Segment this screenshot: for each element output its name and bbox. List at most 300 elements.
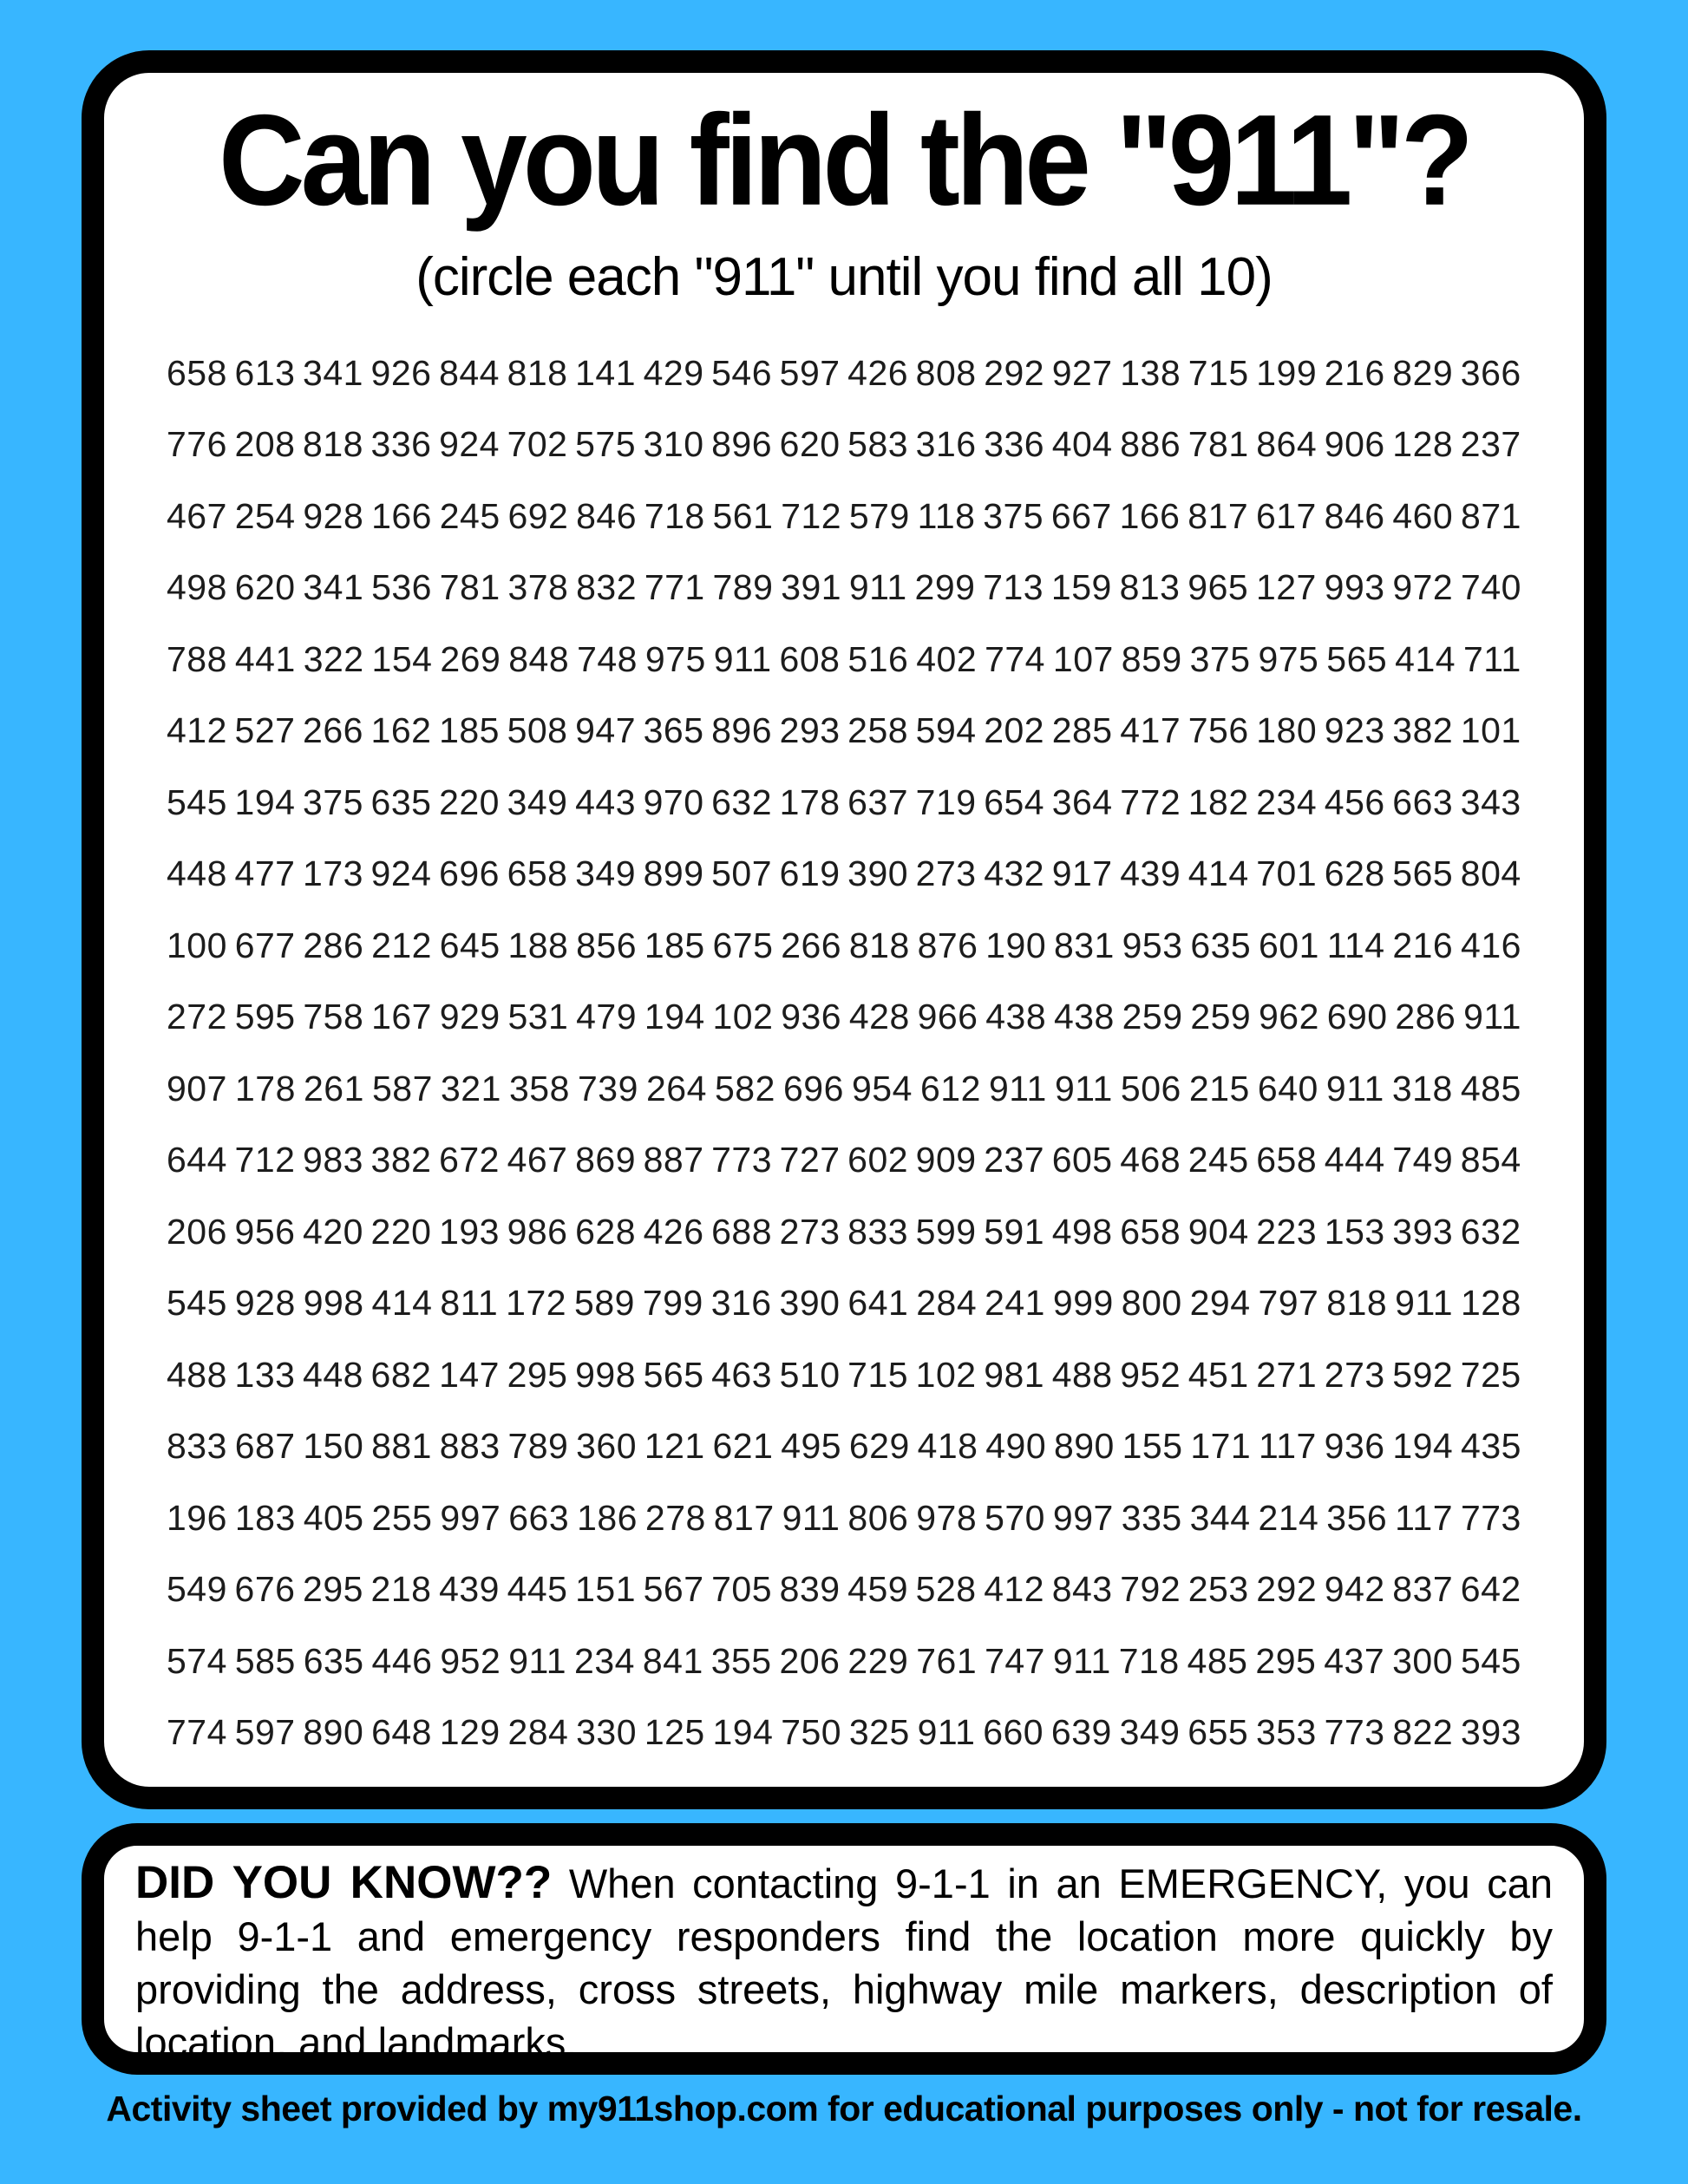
grid-number[interactable]: 102	[712, 997, 774, 1037]
grid-number[interactable]: 229	[847, 1640, 909, 1681]
grid-number[interactable]: 426	[847, 352, 909, 393]
grid-number[interactable]: 220	[439, 781, 500, 822]
grid-number[interactable]: 439	[1120, 853, 1181, 894]
grid-number[interactable]: 322	[303, 638, 364, 679]
grid-number[interactable]: 660	[983, 1712, 1044, 1753]
grid-number[interactable]: 774	[167, 1712, 227, 1753]
grid-number[interactable]: 271	[1256, 1354, 1318, 1395]
grid-number[interactable]: 439	[439, 1569, 500, 1610]
grid-number[interactable]: 366	[1460, 352, 1521, 393]
grid-number[interactable]: 929	[439, 997, 501, 1037]
target-number-911[interactable]: 911	[782, 1497, 841, 1538]
grid-number[interactable]: 516	[847, 638, 909, 679]
grid-number[interactable]: 310	[643, 424, 704, 465]
grid-number[interactable]: 612	[920, 1068, 981, 1108]
grid-number[interactable]: 266	[781, 925, 842, 965]
grid-number[interactable]: 215	[1188, 1068, 1250, 1108]
grid-number[interactable]: 637	[847, 781, 909, 822]
grid-number[interactable]: 133	[234, 1354, 296, 1395]
grid-number[interactable]: 278	[644, 1497, 706, 1538]
grid-number[interactable]: 355	[710, 1640, 772, 1681]
grid-number[interactable]: 194	[644, 997, 705, 1037]
grid-number[interactable]: 420	[303, 1211, 363, 1252]
grid-number[interactable]: 438	[1053, 997, 1115, 1037]
target-number-911[interactable]: 911	[1052, 1640, 1111, 1681]
grid-number[interactable]: 813	[1119, 567, 1181, 608]
grid-number[interactable]: 806	[847, 1497, 909, 1538]
grid-number[interactable]: 672	[439, 1140, 500, 1180]
target-number-911[interactable]: 911	[1325, 1068, 1384, 1108]
grid-number[interactable]: 448	[303, 1354, 363, 1395]
grid-number[interactable]: 725	[1460, 1354, 1521, 1395]
grid-number[interactable]: 365	[643, 710, 704, 751]
grid-number[interactable]: 864	[1256, 424, 1318, 465]
grid-number[interactable]: 822	[1392, 1712, 1454, 1753]
grid-number[interactable]: 468	[1120, 1140, 1181, 1180]
grid-number[interactable]: 245	[1187, 1140, 1249, 1180]
grid-number[interactable]: 545	[167, 781, 227, 822]
grid-number[interactable]: 147	[439, 1354, 500, 1395]
grid-number[interactable]: 613	[234, 352, 296, 393]
grid-number[interactable]: 393	[1461, 1712, 1521, 1753]
grid-number[interactable]: 975	[644, 638, 706, 679]
grid-number[interactable]: 285	[1051, 710, 1113, 751]
grid-number[interactable]: 848	[508, 638, 570, 679]
grid-number[interactable]: 344	[1189, 1497, 1251, 1538]
grid-number[interactable]: 740	[1461, 567, 1521, 608]
grid-number[interactable]: 629	[848, 1426, 910, 1467]
grid-number[interactable]: 620	[779, 424, 841, 465]
grid-number[interactable]: 942	[1324, 1569, 1385, 1610]
grid-number[interactable]: 981	[984, 1354, 1045, 1395]
grid-number[interactable]: 185	[439, 710, 500, 751]
grid-number[interactable]: 414	[1187, 853, 1249, 894]
grid-number[interactable]: 859	[1121, 638, 1182, 679]
grid-number[interactable]: 151	[575, 1569, 637, 1610]
grid-number[interactable]: 456	[1324, 781, 1385, 822]
grid-number[interactable]: 711	[1462, 638, 1521, 679]
grid-number[interactable]: 739	[578, 1068, 638, 1108]
grid-number[interactable]: 218	[370, 1569, 432, 1610]
grid-number[interactable]: 273	[779, 1211, 841, 1252]
grid-number[interactable]: 702	[507, 424, 568, 465]
grid-number[interactable]: 776	[167, 424, 227, 465]
grid-number[interactable]: 570	[985, 1497, 1045, 1538]
grid-number[interactable]: 234	[1256, 781, 1318, 822]
grid-number[interactable]: 602	[847, 1140, 909, 1180]
grid-number[interactable]: 952	[1120, 1354, 1181, 1395]
grid-number[interactable]: 983	[303, 1140, 363, 1180]
grid-number[interactable]: 881	[371, 1426, 432, 1467]
grid-number[interactable]: 565	[1392, 853, 1454, 894]
grid-number[interactable]: 336	[984, 424, 1045, 465]
grid-number[interactable]: 173	[303, 853, 363, 894]
grid-number[interactable]: 605	[1051, 1140, 1113, 1180]
grid-number[interactable]: 477	[234, 853, 296, 894]
target-number-911[interactable]: 911	[1395, 1283, 1454, 1324]
grid-number[interactable]: 178	[235, 1068, 296, 1108]
grid-number[interactable]: 648	[371, 1712, 432, 1753]
grid-number[interactable]: 292	[1256, 1569, 1318, 1610]
grid-number[interactable]: 412	[167, 710, 227, 751]
grid-number[interactable]: 325	[848, 1712, 910, 1753]
grid-number[interactable]: 712	[781, 495, 842, 536]
grid-number[interactable]: 180	[1256, 710, 1318, 751]
grid-number[interactable]: 818	[303, 424, 363, 465]
grid-number[interactable]: 597	[779, 352, 841, 393]
grid-number[interactable]: 701	[1256, 853, 1318, 894]
grid-number[interactable]: 127	[1255, 567, 1317, 608]
grid-number[interactable]: 832	[576, 567, 638, 608]
grid-number[interactable]: 253	[1187, 1569, 1249, 1610]
grid-number[interactable]: 896	[711, 710, 773, 751]
grid-number[interactable]: 998	[303, 1283, 364, 1324]
grid-number[interactable]: 589	[574, 1283, 635, 1324]
grid-number[interactable]: 202	[984, 710, 1045, 751]
grid-number[interactable]: 999	[1052, 1283, 1114, 1324]
grid-number[interactable]: 956	[234, 1211, 296, 1252]
grid-number[interactable]: 485	[1187, 1640, 1248, 1681]
grid-number[interactable]: 800	[1121, 1283, 1182, 1324]
grid-number[interactable]: 437	[1324, 1640, 1385, 1681]
grid-number[interactable]: 206	[779, 1640, 841, 1681]
grid-number[interactable]: 193	[439, 1211, 500, 1252]
grid-number[interactable]: 356	[1326, 1497, 1388, 1538]
grid-number[interactable]: 869	[575, 1140, 637, 1180]
grid-number[interactable]: 718	[1118, 1640, 1180, 1681]
grid-number[interactable]: 531	[507, 997, 569, 1037]
grid-number[interactable]: 818	[507, 352, 568, 393]
grid-number[interactable]: 917	[1051, 853, 1113, 894]
grid-number[interactable]: 621	[712, 1426, 774, 1467]
grid-number[interactable]: 715	[1187, 352, 1249, 393]
grid-number[interactable]: 592	[1392, 1354, 1454, 1395]
grid-number[interactable]: 172	[506, 1283, 567, 1324]
grid-number[interactable]: 284	[916, 1283, 978, 1324]
grid-number[interactable]: 797	[1258, 1283, 1319, 1324]
grid-number[interactable]: 817	[713, 1497, 775, 1538]
grid-number[interactable]: 414	[1395, 638, 1456, 679]
grid-number[interactable]: 771	[644, 567, 705, 608]
grid-number[interactable]: 341	[303, 567, 364, 608]
grid-number[interactable]: 658	[1256, 1140, 1318, 1180]
grid-number[interactable]: 166	[371, 495, 432, 536]
grid-number[interactable]: 129	[439, 1712, 501, 1753]
grid-number[interactable]: 155	[1122, 1426, 1183, 1467]
grid-number[interactable]: 117	[1395, 1497, 1454, 1538]
grid-number[interactable]: 391	[781, 567, 842, 608]
grid-number[interactable]: 390	[847, 853, 909, 894]
grid-number[interactable]: 545	[1460, 1640, 1521, 1681]
grid-number[interactable]: 402	[916, 638, 978, 679]
grid-number[interactable]: 194	[712, 1712, 774, 1753]
grid-number[interactable]: 928	[303, 495, 364, 536]
grid-number[interactable]: 756	[1187, 710, 1249, 751]
grid-number[interactable]: 507	[711, 853, 773, 894]
grid-number[interactable]: 390	[779, 1283, 841, 1324]
grid-number[interactable]: 890	[303, 1712, 364, 1753]
grid-number[interactable]: 416	[1461, 925, 1521, 965]
grid-number[interactable]: 906	[1324, 424, 1385, 465]
grid-number[interactable]: 655	[1187, 1712, 1249, 1753]
grid-number[interactable]: 190	[985, 925, 1047, 965]
grid-number[interactable]: 128	[1460, 1283, 1521, 1324]
grid-number[interactable]: 178	[779, 781, 841, 822]
grid-number[interactable]: 839	[779, 1569, 841, 1610]
grid-number[interactable]: 528	[915, 1569, 977, 1610]
grid-number[interactable]: 360	[576, 1426, 638, 1467]
grid-number[interactable]: 467	[507, 1140, 568, 1180]
grid-number[interactable]: 459	[847, 1569, 909, 1610]
grid-number[interactable]: 966	[917, 997, 978, 1037]
grid-number[interactable]: 404	[1051, 424, 1113, 465]
grid-number[interactable]: 574	[167, 1640, 227, 1681]
grid-number[interactable]: 299	[914, 567, 976, 608]
grid-number[interactable]: 713	[983, 567, 1044, 608]
grid-number[interactable]: 375	[303, 781, 363, 822]
grid-number[interactable]: 241	[985, 1283, 1045, 1324]
grid-number[interactable]: 208	[234, 424, 296, 465]
grid-number[interactable]: 876	[917, 925, 978, 965]
grid-number[interactable]: 645	[439, 925, 501, 965]
grid-number[interactable]: 182	[1187, 781, 1249, 822]
grid-number[interactable]: 658	[167, 352, 227, 393]
grid-number[interactable]: 635	[1190, 925, 1252, 965]
grid-number[interactable]: 808	[915, 352, 977, 393]
grid-number[interactable]: 114	[1326, 925, 1385, 965]
target-number-911[interactable]: 911	[1463, 997, 1521, 1037]
grid-number[interactable]: 375	[983, 495, 1044, 536]
grid-number[interactable]: 907	[167, 1068, 227, 1108]
grid-number[interactable]: 663	[1392, 781, 1454, 822]
grid-number[interactable]: 890	[1053, 1426, 1115, 1467]
grid-number[interactable]: 138	[1120, 352, 1181, 393]
grid-number[interactable]: 545	[167, 1283, 227, 1324]
grid-number[interactable]: 316	[915, 424, 977, 465]
grid-number[interactable]: 947	[575, 710, 637, 751]
grid-number[interactable]: 212	[371, 925, 432, 965]
grid-number[interactable]: 498	[167, 567, 227, 608]
grid-number[interactable]: 831	[1053, 925, 1115, 965]
grid-number[interactable]: 628	[575, 1211, 637, 1252]
grid-number[interactable]: 294	[1189, 1283, 1251, 1324]
grid-number[interactable]: 719	[915, 781, 977, 822]
grid-number[interactable]: 883	[439, 1426, 501, 1467]
grid-number[interactable]: 272	[167, 997, 227, 1037]
grid-number[interactable]: 382	[1392, 710, 1454, 751]
grid-number[interactable]: 712	[234, 1140, 296, 1180]
grid-number[interactable]: 928	[234, 1283, 296, 1324]
grid-number[interactable]: 349	[507, 781, 568, 822]
grid-number[interactable]: 549	[167, 1569, 227, 1610]
grid-number[interactable]: 628	[1324, 853, 1385, 894]
grid-number[interactable]: 688	[711, 1211, 773, 1252]
grid-number[interactable]: 635	[303, 1640, 364, 1681]
grid-number[interactable]: 844	[439, 352, 500, 393]
grid-number[interactable]: 773	[1324, 1712, 1385, 1753]
grid-number[interactable]: 295	[1255, 1640, 1317, 1681]
grid-number[interactable]: 159	[1050, 567, 1112, 608]
grid-number[interactable]: 166	[1119, 495, 1181, 536]
grid-number[interactable]: 498	[1051, 1211, 1113, 1252]
grid-number[interactable]: 245	[439, 495, 501, 536]
grid-number[interactable]: 259	[1122, 997, 1183, 1037]
grid-number[interactable]: 335	[1121, 1497, 1182, 1538]
grid-number[interactable]: 428	[848, 997, 910, 1037]
grid-number[interactable]: 565	[1326, 638, 1388, 679]
grid-number[interactable]: 349	[1119, 1712, 1181, 1753]
grid-number[interactable]: 100	[167, 925, 227, 965]
grid-number[interactable]: 789	[507, 1426, 569, 1467]
grid-number[interactable]: 837	[1392, 1569, 1454, 1610]
grid-number[interactable]: 924	[370, 853, 432, 894]
grid-number[interactable]: 601	[1259, 925, 1319, 965]
grid-number[interactable]: 632	[711, 781, 773, 822]
grid-number[interactable]: 167	[371, 997, 432, 1037]
grid-number[interactable]: 620	[234, 567, 296, 608]
grid-number[interactable]: 567	[643, 1569, 704, 1610]
grid-number[interactable]: 774	[985, 638, 1045, 679]
grid-number[interactable]: 677	[234, 925, 296, 965]
grid-number[interactable]: 619	[779, 853, 841, 894]
grid-number[interactable]: 970	[643, 781, 704, 822]
grid-number[interactable]: 748	[577, 638, 638, 679]
grid-number[interactable]: 154	[371, 638, 433, 679]
grid-number[interactable]: 658	[507, 853, 568, 894]
grid-number[interactable]: 101	[1460, 710, 1521, 751]
target-number-911[interactable]: 911	[848, 567, 907, 608]
grid-number[interactable]: 641	[847, 1283, 909, 1324]
grid-number[interactable]: 214	[1258, 1497, 1319, 1538]
grid-number[interactable]: 924	[439, 424, 500, 465]
grid-number[interactable]: 587	[372, 1068, 433, 1108]
grid-number[interactable]: 761	[916, 1640, 978, 1681]
grid-number[interactable]: 799	[642, 1283, 703, 1324]
grid-number[interactable]: 927	[1051, 352, 1113, 393]
grid-number[interactable]: 727	[779, 1140, 841, 1180]
grid-number[interactable]: 585	[234, 1640, 296, 1681]
grid-number[interactable]: 635	[370, 781, 432, 822]
grid-number[interactable]: 936	[1324, 1426, 1385, 1467]
grid-number[interactable]: 199	[1256, 352, 1318, 393]
grid-number[interactable]: 336	[370, 424, 432, 465]
grid-number[interactable]: 412	[984, 1569, 1045, 1610]
grid-number[interactable]: 107	[1052, 638, 1114, 679]
grid-number[interactable]: 747	[985, 1640, 1045, 1681]
grid-number[interactable]: 750	[781, 1712, 842, 1753]
grid-number[interactable]: 833	[847, 1211, 909, 1252]
grid-number[interactable]: 269	[440, 638, 501, 679]
grid-number[interactable]: 833	[167, 1426, 227, 1467]
grid-number[interactable]: 441	[234, 638, 296, 679]
grid-number[interactable]: 818	[1326, 1283, 1388, 1324]
grid-number[interactable]: 871	[1461, 495, 1521, 536]
grid-number[interactable]: 318	[1391, 1068, 1453, 1108]
grid-number[interactable]: 196	[167, 1497, 227, 1538]
grid-number[interactable]: 887	[643, 1140, 704, 1180]
grid-number[interactable]: 696	[783, 1068, 844, 1108]
grid-number[interactable]: 654	[984, 781, 1045, 822]
grid-number[interactable]: 445	[507, 1569, 568, 1610]
grid-number[interactable]: 237	[984, 1140, 1045, 1180]
grid-number[interactable]: 690	[1326, 997, 1388, 1037]
grid-number[interactable]: 952	[440, 1640, 501, 1681]
grid-number[interactable]: 479	[576, 997, 638, 1037]
grid-number[interactable]: 962	[1259, 997, 1319, 1037]
grid-number[interactable]: 953	[1122, 925, 1183, 965]
grid-number[interactable]: 909	[915, 1140, 977, 1180]
grid-number[interactable]: 273	[1324, 1354, 1385, 1395]
grid-number[interactable]: 286	[303, 925, 364, 965]
grid-number[interactable]: 997	[1052, 1497, 1114, 1538]
grid-number[interactable]: 488	[1051, 1354, 1113, 1395]
grid-number[interactable]: 259	[1190, 997, 1252, 1037]
grid-number[interactable]: 153	[1324, 1211, 1385, 1252]
grid-number[interactable]: 188	[507, 925, 569, 965]
target-number-911[interactable]: 911	[989, 1068, 1047, 1108]
grid-number[interactable]: 773	[1460, 1497, 1521, 1538]
grid-number[interactable]: 663	[508, 1497, 570, 1538]
grid-number[interactable]: 128	[1392, 424, 1454, 465]
grid-number[interactable]: 536	[371, 567, 432, 608]
grid-number[interactable]: 993	[1324, 567, 1385, 608]
grid-number[interactable]: 295	[507, 1354, 568, 1395]
grid-number[interactable]: 506	[1120, 1068, 1181, 1108]
grid-number[interactable]: 343	[1460, 781, 1521, 822]
grid-number[interactable]: 644	[167, 1140, 227, 1180]
grid-number[interactable]: 264	[646, 1068, 707, 1108]
grid-number[interactable]: 658	[1120, 1211, 1181, 1252]
grid-number[interactable]: 261	[304, 1068, 364, 1108]
grid-number[interactable]: 364	[1051, 781, 1113, 822]
grid-number[interactable]: 682	[370, 1354, 432, 1395]
grid-number[interactable]: 125	[644, 1712, 705, 1753]
grid-number[interactable]: 843	[1051, 1569, 1113, 1610]
grid-number[interactable]: 508	[507, 710, 568, 751]
grid-number[interactable]: 237	[1460, 424, 1521, 465]
grid-number[interactable]: 432	[984, 853, 1045, 894]
grid-number[interactable]: 451	[1187, 1354, 1249, 1395]
grid-number[interactable]: 194	[1392, 1426, 1454, 1467]
grid-number[interactable]: 972	[1392, 567, 1454, 608]
grid-number[interactable]: 378	[507, 567, 569, 608]
grid-number[interactable]: 854	[1460, 1140, 1521, 1180]
grid-number[interactable]: 856	[576, 925, 638, 965]
grid-number[interactable]: 162	[370, 710, 432, 751]
grid-number[interactable]: 284	[507, 1712, 569, 1753]
grid-number[interactable]: 488	[167, 1354, 227, 1395]
grid-number[interactable]: 141	[575, 352, 637, 393]
grid-number[interactable]: 640	[1257, 1068, 1318, 1108]
grid-number[interactable]: 353	[1255, 1712, 1317, 1753]
grid-number[interactable]: 448	[167, 853, 227, 894]
grid-number[interactable]: 485	[1460, 1068, 1521, 1108]
grid-number[interactable]: 255	[371, 1497, 433, 1538]
grid-number[interactable]: 417	[1120, 710, 1181, 751]
grid-number[interactable]: 896	[711, 424, 773, 465]
grid-number[interactable]: 102	[915, 1354, 977, 1395]
grid-number[interactable]: 841	[642, 1640, 703, 1681]
grid-number[interactable]: 788	[167, 638, 227, 679]
grid-number[interactable]: 846	[576, 495, 638, 536]
grid-number[interactable]: 426	[643, 1211, 704, 1252]
grid-number[interactable]: 443	[575, 781, 637, 822]
grid-number[interactable]: 300	[1392, 1640, 1454, 1681]
grid-number[interactable]: 490	[985, 1426, 1047, 1467]
grid-number[interactable]: 811	[440, 1283, 499, 1324]
grid-number[interactable]: 273	[915, 853, 977, 894]
grid-number[interactable]: 986	[507, 1211, 568, 1252]
